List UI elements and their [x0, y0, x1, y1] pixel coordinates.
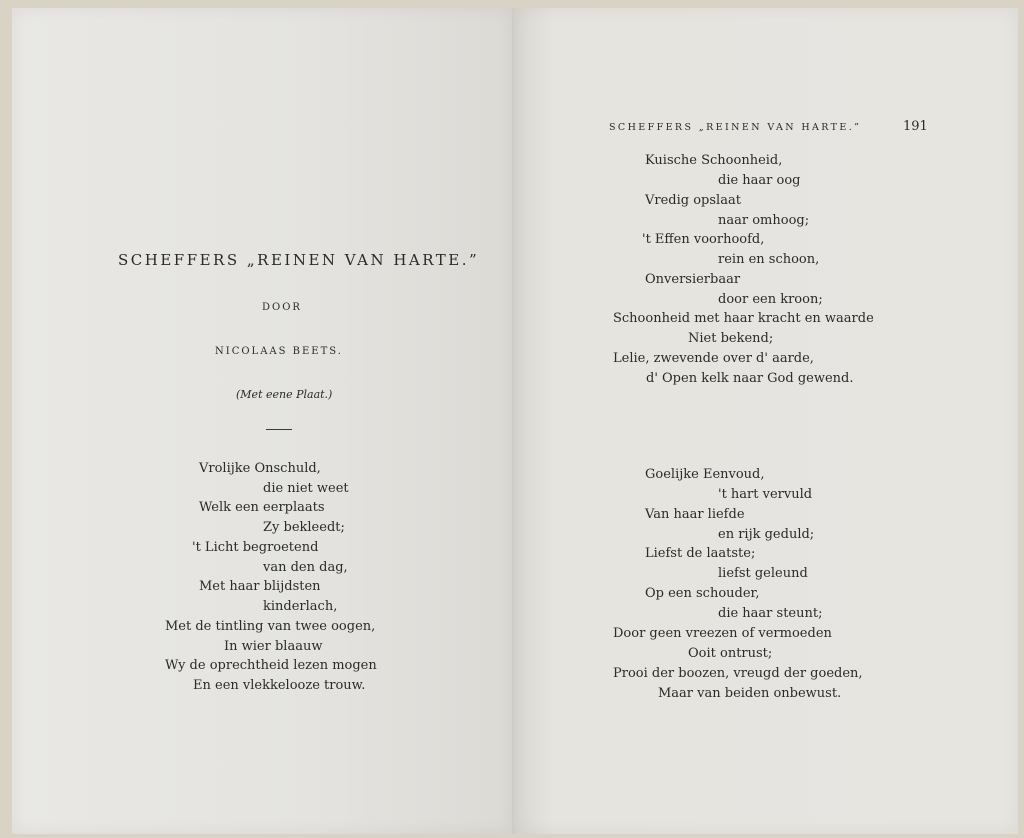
verse-line: 't Licht begroetend [192, 540, 319, 555]
verse-line: Met de tintling van twee oogen, [165, 619, 376, 634]
verse-line: Welk een eerplaats [199, 500, 325, 515]
verse-line: En een vlekkelooze trouw. [193, 678, 366, 693]
verse-line: 't Effen voorhoofd, [642, 232, 765, 247]
left-page [12, 8, 513, 834]
verse-line: die haar oog [718, 173, 801, 188]
verse-line: Op een schouder, [645, 586, 760, 601]
verse-line: Vrolijke Onschuld, [199, 461, 321, 476]
verse-line: Wy de oprechtheid lezen mogen [165, 658, 377, 673]
running-head: SCHEFFERS „REINEN VAN HARTE.” [609, 122, 862, 133]
verse-line: van den dag, [263, 560, 348, 575]
verse-line: Goelijke Eenvoud, [645, 467, 765, 482]
verse-line: en rijk geduld; [718, 527, 815, 542]
verse-line: door een kroon; [718, 292, 823, 307]
verse-line: rein en schoon, [718, 252, 820, 267]
verse-line: Niet bekend; [688, 331, 774, 346]
verse-line: kinderlach, [263, 599, 338, 614]
verse-line: Kuische Schoonheid, [645, 153, 783, 168]
verse-line: Van haar liefde [645, 507, 745, 522]
verse-line: die haar steunt; [718, 606, 823, 621]
author-name: NICOLAAS BEETS. [215, 346, 343, 357]
verse-line: Zy bekleedt; [263, 520, 345, 535]
verse-line: Liefst de laatste; [645, 546, 756, 561]
verse-line: Schoonheid met haar kracht en waarde [613, 311, 874, 326]
verse-line: Door geen vreezen of vermoeden [613, 626, 832, 641]
verse-line: Maar van beiden onbewust. [658, 686, 842, 701]
verse-line: naar omhoog; [718, 213, 810, 228]
verse-line: Prooi der boozen, vreugd der goeden, [613, 666, 863, 681]
page-number: 191 [903, 119, 928, 134]
verse-line: d' Open kelk naar God gewend. [646, 371, 854, 386]
verse-line: die niet weet [263, 481, 349, 496]
poem-title: SCHEFFERS „REINEN VAN HARTE.” [118, 251, 480, 269]
verse-line: Ooit ontrust; [688, 646, 773, 661]
by-line: DOOR [262, 302, 302, 313]
verse-line: liefst geleund [718, 566, 808, 581]
verse-line: Met haar blijdsten [199, 579, 321, 594]
plate-note: (Met eene Plaat.) [236, 388, 333, 401]
title-divider [266, 429, 292, 430]
verse-line: Lelie, zwevende over d' aarde, [613, 351, 814, 366]
verse-line: In wier blaauw [224, 639, 323, 654]
verse-line: Vredig opslaat [645, 193, 741, 208]
verse-line: Onversierbaar [645, 272, 741, 287]
verse-line: 't hart vervuld [718, 487, 813, 502]
